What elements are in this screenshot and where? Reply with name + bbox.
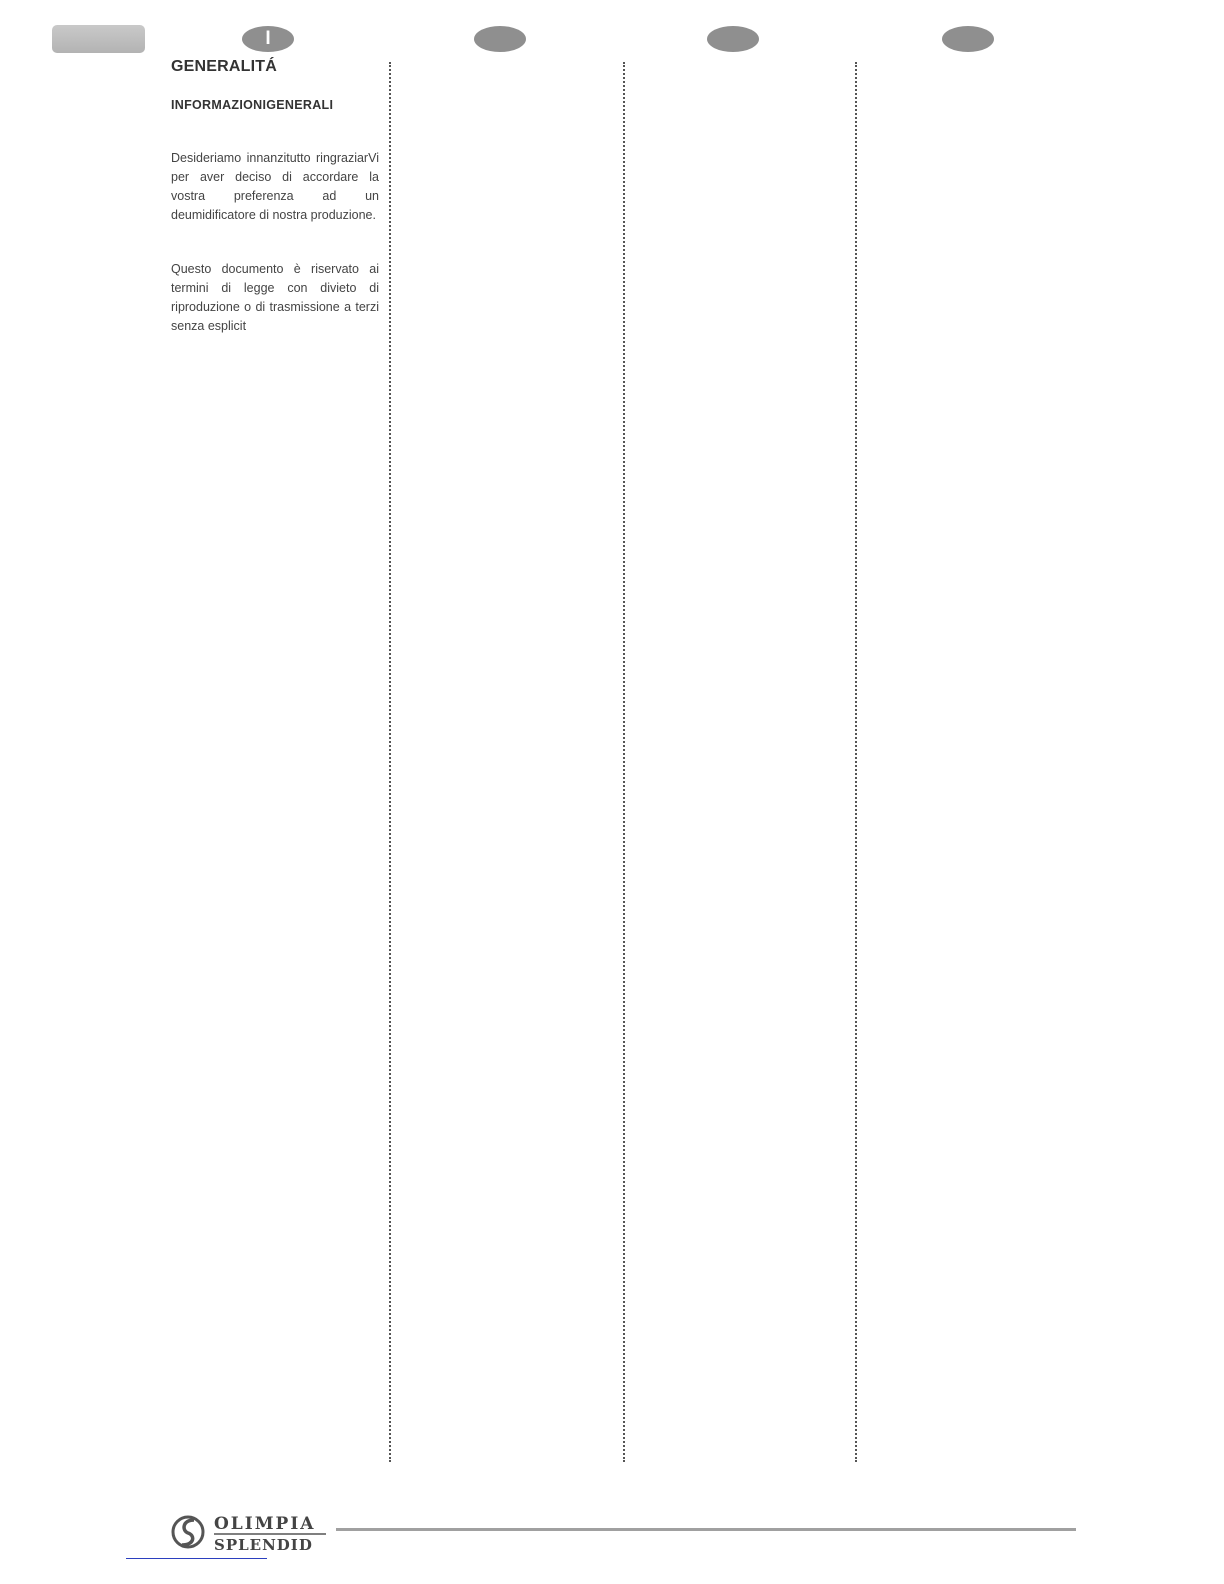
footer-rule <box>336 1528 1076 1531</box>
column-divider-1 <box>389 62 391 1462</box>
logo-line-2: SPLENDID <box>214 1536 313 1554</box>
legal-paragraph: Questo documento è riservato ai termini di legge con divieto di riproduzione o di trasmissione a terzi senza esplicit <box>171 262 379 333</box>
column-divider-2 <box>623 62 625 1462</box>
column-divider-3 <box>855 62 857 1462</box>
italian-column <box>171 58 379 336</box>
language-tab-italian[interactable]: I <box>242 26 294 52</box>
language-tab-3[interactable] <box>707 26 759 52</box>
language-tab-4[interactable] <box>942 26 994 52</box>
intro-paragraph: Desideriamo innanzitutto ringraziarVi per aver deciso di accordare la vostra preferenza ad un deumidificatore di nostra produzione. <box>171 151 379 222</box>
subsection-title: INFORMAZIONIGENERALI <box>171 98 334 112</box>
page-corner-tab <box>52 25 145 53</box>
logo-line-1: OLIMPIA <box>214 1514 316 1534</box>
section-title: GENERALITÁ <box>171 58 277 75</box>
olimpia-splendid-logo <box>170 1512 330 1554</box>
language-tab-2[interactable] <box>474 26 526 52</box>
footer-link-underline <box>126 1558 267 1559</box>
